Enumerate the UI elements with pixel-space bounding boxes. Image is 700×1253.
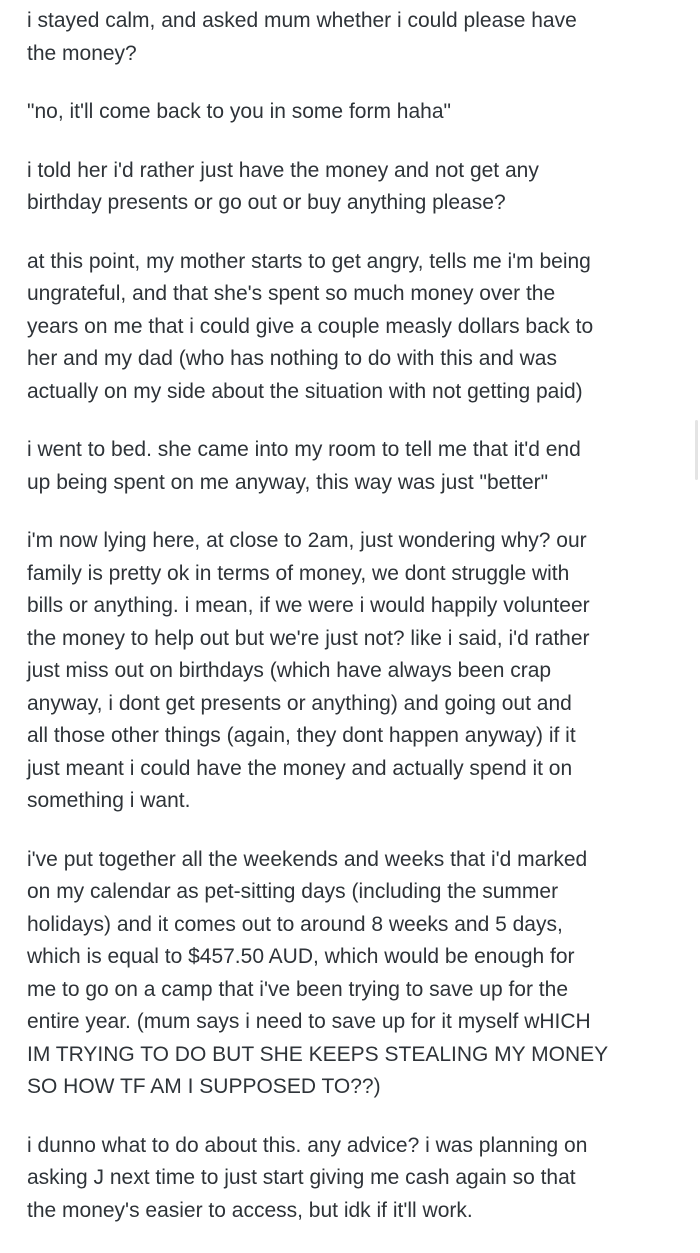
paragraph: [27, 5, 697, 70]
paragraph: [27, 1130, 697, 1228]
text-line: bills or anything. i mean, if we were i would happily volunteer: [27, 594, 590, 617]
paragraph: [27, 525, 697, 818]
text-line: SO HOW TF AM I SUPPOSED TO??): [27, 1075, 381, 1098]
paragraph: [27, 155, 697, 220]
text-line: i went to bed. she came into my room to tell me that it'd end: [27, 438, 581, 461]
text-line: me to go on a camp that i've been trying to save up for the: [27, 977, 568, 1001]
text-line: i dunno what to do about this. any advice? i was planning on: [27, 1133, 588, 1157]
text-line: years on me that i could give a couple measly dollars back to: [27, 314, 594, 338]
text-line: asking J next time to just start giving me cash again so that: [27, 1166, 576, 1189]
text-line: entire year. (mum says i need to save up for it myself wHICH: [27, 1010, 591, 1033]
text-line: at this point, my mother starts to get angry, tells me i'm being: [27, 249, 591, 273]
paragraph: [27, 844, 697, 1104]
text-line: the money's easier to access, but idk if it'll work.: [27, 1198, 473, 1222]
text-line: ungrateful, and that she's spent so much money over the: [27, 282, 556, 305]
paragraph: [27, 96, 697, 129]
paragraph: [27, 246, 697, 409]
text-line: i'm now lying here, at close to 2am, just wondering why? our: [27, 529, 587, 552]
post-body: [27, 5, 697, 1253]
text-line: her and my dad (who has nothing to do with this and was: [27, 347, 557, 370]
text-line: all those other things (again, they dont happen anyway) if it: [27, 724, 576, 747]
text-line: IM TRYING TO DO BUT SHE KEEPS STEALING MY MONEY: [27, 1042, 609, 1066]
text-line: "no, it'll come back to you in some form haha": [27, 100, 451, 123]
text-line: actually on my side about the situation with not getting paid): [27, 379, 583, 403]
paragraph: [27, 434, 697, 499]
text-line: i told her i'd rather just have the money and not get any: [27, 158, 539, 182]
text-line: on my calendar as pet-sitting days (including the summer: [27, 880, 559, 903]
text-line: birthday presents or go out or buy anything please?: [27, 191, 506, 214]
text-line: the money to help out but we're just not? like i said, i'd rather: [27, 626, 590, 650]
text-line: just meant i could have the money and actually spend it on: [27, 756, 573, 780]
text-line: just miss out on birthdays (which have always been crap: [27, 659, 552, 682]
text-line: i stayed calm, and asked mum whether i could please have: [27, 9, 577, 32]
text-line: up being spent on me anyway, this way was just "better": [27, 470, 549, 494]
text-line: anyway, i dont get presents or anything) and going out and: [27, 691, 572, 715]
text-line: the money?: [27, 41, 137, 65]
text-line: family is pretty ok in terms of money, we dont struggle with: [27, 561, 570, 585]
text-line: which is equal to $457.50 AUD, which would be enough for: [27, 945, 575, 968]
text-line: i've put together all the weekends and weeks that i'd marked: [27, 847, 588, 871]
text-line: something i want.: [27, 789, 191, 812]
text-line: holidays) and it comes out to around 8 weeks and 5 days,: [27, 912, 563, 936]
scrollbar[interactable]: [695, 420, 698, 480]
